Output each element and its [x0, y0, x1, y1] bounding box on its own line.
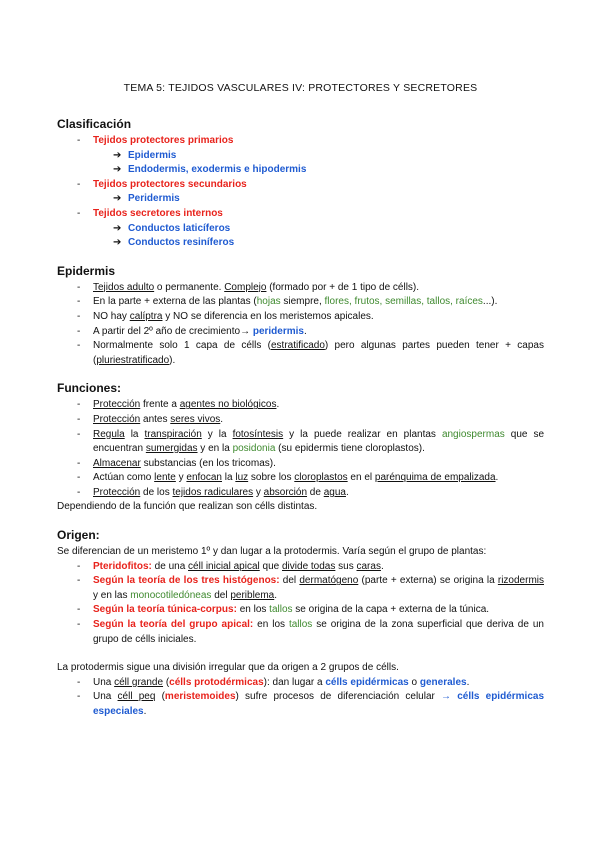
list-item: ➔ Conductos resiníferos	[57, 236, 544, 251]
document-title: TEMA 5: TEJIDOS VASCULARES IV: PROTECTORES Y SECRETORES	[123, 82, 478, 94]
list-item: - Almacenar substancias (en los tricomas).	[77, 457, 276, 469]
arrow-icon: ➔	[113, 193, 122, 205]
origen-intro: Se diferencian de un meristemo 1º y dan lugar a la protodermis. Varía según el grupo de plantas:	[57, 546, 487, 558]
list-item: - Tejidos protectores primarios	[77, 135, 234, 146]
document-page	[57, 82, 544, 733]
list-item: - Según la teoría de los tres histógenos: del dermatógeno (parte + externa) se origina la rizodermis y en las monocotiledóneas del periblema.	[77, 575, 544, 601]
section-origen	[57, 528, 544, 720]
list-item: - Según la teoría túnica-corpus: en los tallos se origina de la capa + externa de la túnica.	[77, 604, 490, 616]
list-funciones	[57, 398, 544, 500]
list-item: - Protección frente a agentes no biológicos.	[77, 399, 280, 411]
heading-origen: Origen:	[57, 528, 100, 543]
list-item: - A partir del 2º año de crecimiento→ peridermis.	[77, 325, 307, 337]
list-origen	[57, 560, 544, 648]
list-item: - Normalmente solo 1 capa de célls (estratificado) pero algunas partes pueden tener + capas (pluriestratificado).	[77, 340, 544, 366]
section-epidermis	[57, 264, 544, 369]
list-item: ➔ Conductos laticíferos	[57, 222, 544, 237]
list-item: ➔ Epidermis	[57, 149, 544, 164]
list-item: - Protección de los tejidos radiculares y absorción de agua.	[77, 486, 349, 498]
heading-epidermis: Epidermis	[57, 263, 116, 278]
list-clasificacion	[57, 134, 544, 251]
list-item: - Una céll grande (célls protodérmicas): dan lugar a célls epidérmicas o generales.	[77, 676, 470, 688]
list-epidermis	[57, 281, 544, 369]
list-item: ➔ Peridermis	[57, 192, 544, 207]
list-item: - Una céll peq (meristemoides) sufre procesos de diferenciación celular → célls epidérmicas especiales.	[77, 691, 545, 717]
arrow-icon: ➔	[113, 164, 122, 176]
section-clasificacion	[57, 117, 544, 251]
list-item: - Según la teoría del grupo apical: en los tallos se origina de la zona superficial que deriva de un grupo de célls iniciales.	[77, 619, 544, 645]
list-item: - Regula la transpiración y la fotosíntesis y la puede realizar en plantas angiospermas que se encuentran sumergidas y en la posidonia (su epidermis tiene cloroplastos).	[77, 428, 545, 455]
section-funciones	[57, 381, 544, 515]
list-item: - NO hay calíptra y NO se diferencia en los meristemos apicales.	[77, 310, 374, 322]
arrow-icon: ➔	[113, 237, 122, 249]
list-item: - Protección antes seres vivos.	[77, 413, 224, 425]
list-item: - Pteridofitos: de una céll inicial apical que divide todas sus caras.	[77, 560, 384, 572]
arrow-icon: ➔	[113, 149, 122, 161]
list-item: ➔ Endodermis, exodermis e hipodermis	[57, 163, 544, 178]
list-item: - Actúan como lente y enfocan la luz sobre los cloroplastos en el parénquima de empalizada.	[77, 472, 499, 484]
heading-funciones: Funciones:	[57, 381, 122, 396]
funciones-note: Dependiendo de la función que realizan son célls distintas.	[57, 501, 318, 513]
list-protodermis	[57, 676, 544, 720]
list-item: - Tejidos protectores secundarios	[77, 178, 247, 190]
origen-paragraph: La protodermis sigue una división irregular que da origen a 2 grupos de célls.	[57, 662, 399, 674]
list-item: - Tejidos secretores internos	[77, 207, 223, 219]
heading-clasificacion: Clasificación	[57, 117, 132, 131]
list-item: - En la parte + externa de las plantas (hojas siempre, flores, frutos, semillas, tallos, raíces...).	[77, 296, 498, 308]
arrow-icon: ➔	[113, 222, 122, 234]
list-item: - Tejidos adulto o permanente. Complejo (formado por + de 1 tipo de célls).	[77, 281, 420, 293]
